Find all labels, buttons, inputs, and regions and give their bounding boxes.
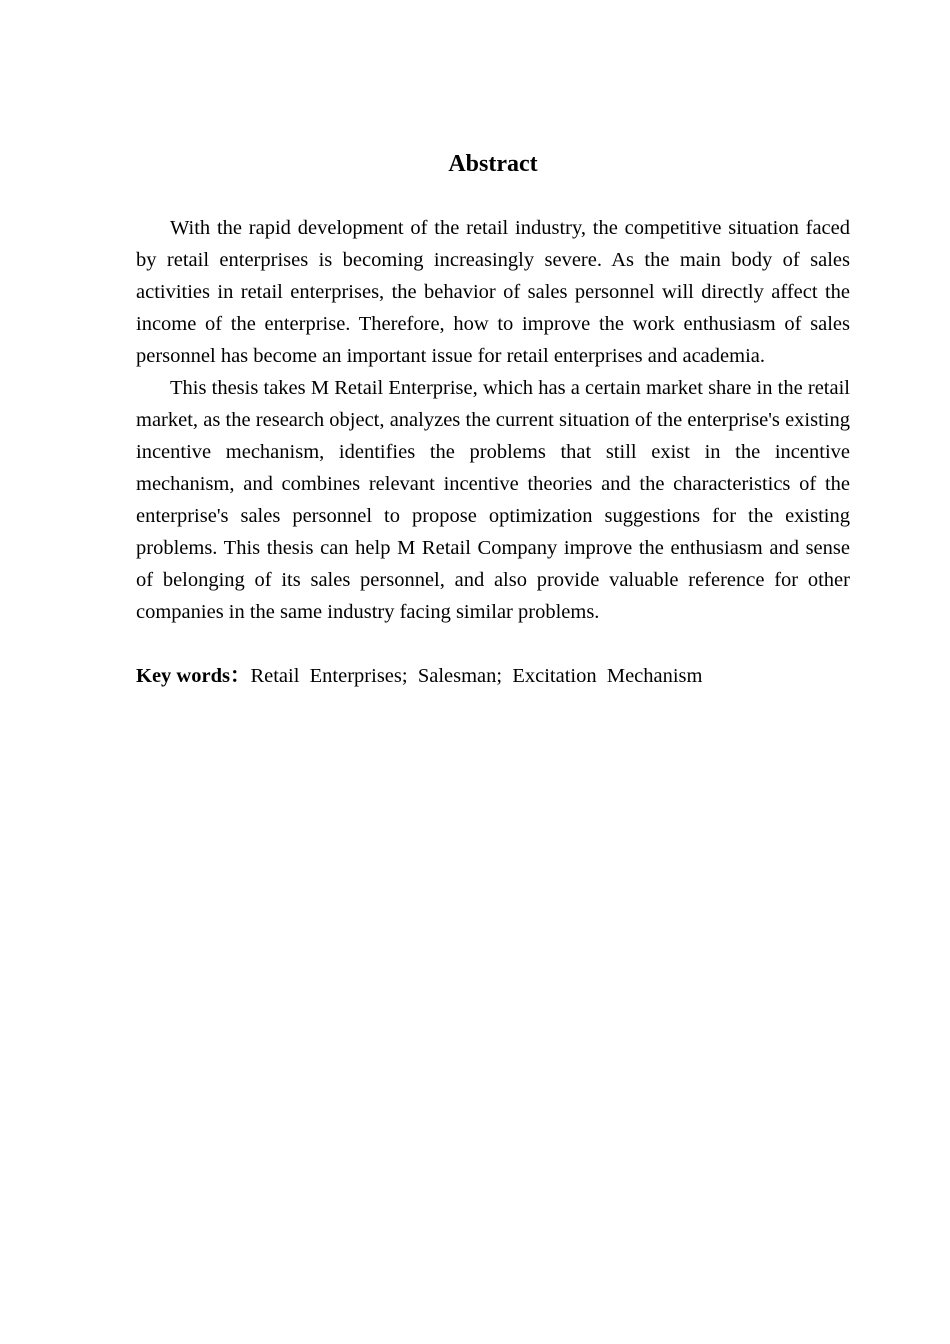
abstract-page	[136, 148, 850, 692]
abstract-paragraph-1: With the rapid development of the retail industry, the competitive situation faced by retail enterprises is becoming increasingly severe. As the main body of sales activities in retail enterprises, the behavior of sales personnel will directly affect the income of the enterprise. Therefore, how to improve the work enthusiasm of sales personnel has become an important issue for retail enterprises and academia.	[136, 217, 850, 367]
keywords-text: Retail Enterprises; Salesman; Excitation Mechanism	[250, 665, 703, 687]
abstract-paragraph-2: This thesis takes M Retail Enterprise, which has a certain market share in the retail market, as the research object, analyzes the current situation of the enterprise's existing incentive mechanism, identifies the problems that still exist in the incentive mechanism, and combines relevant incentive theories and the characteristics of the enterprise's sales personnel to propose optimization suggestions for the existing problems. This thesis can help M Retail Company improve the enthusiasm and sense of belonging of its sales personnel, and also provide valuable reference for other companies in the same industry facing similar problems.	[136, 377, 850, 623]
keywords-label: Key words：	[136, 665, 251, 687]
keywords-line	[136, 660, 850, 692]
abstract-title: Abstract	[448, 151, 538, 177]
